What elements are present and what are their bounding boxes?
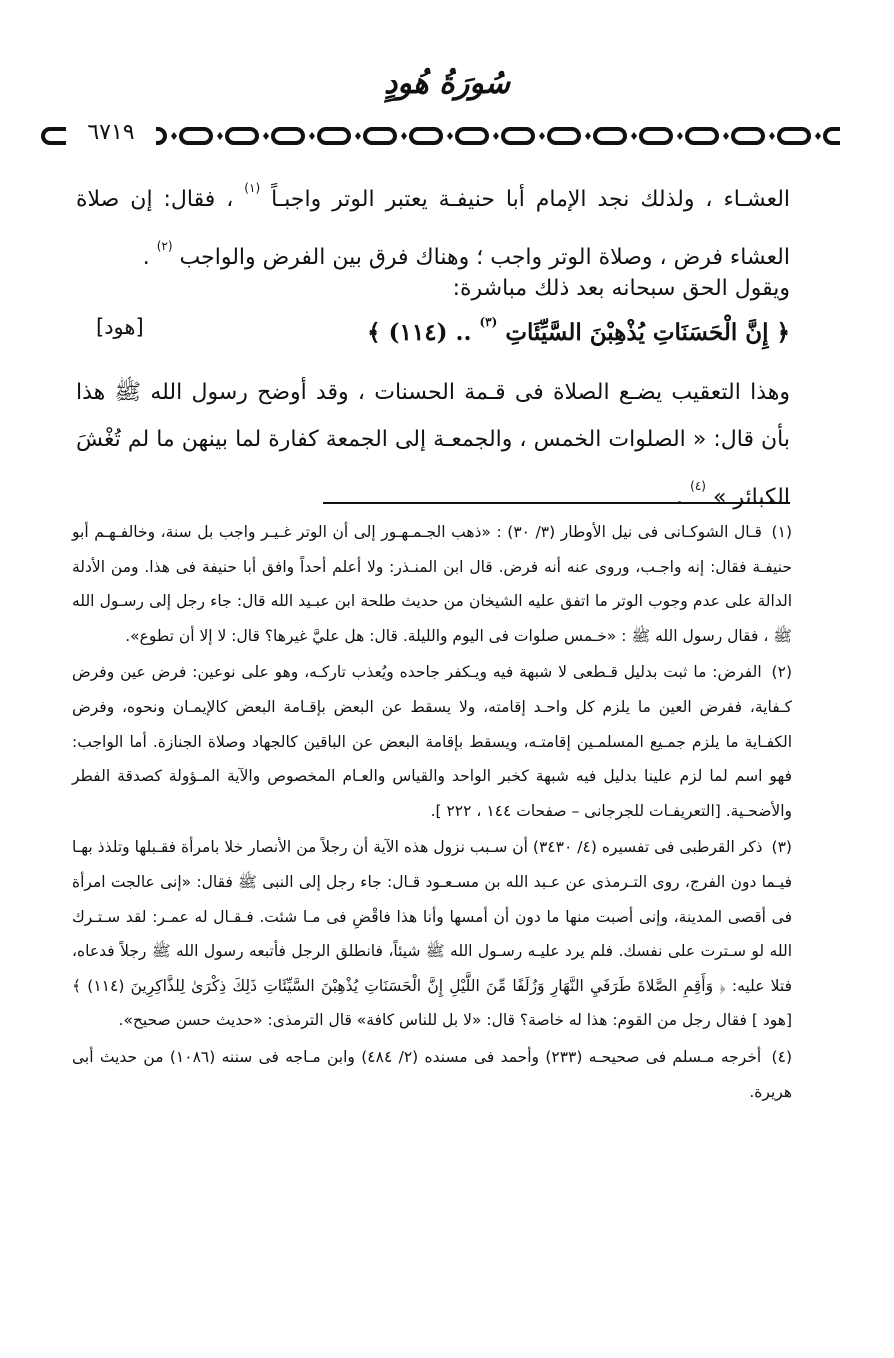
- footnote-text: ذكر القرطبى فى تفسيره (٤/ ٣٤٣٠) أن سـبب نزول هذه الآية أن رجلاً من الأنصار خلا بامرأة فقـبلها وتلذذ بهـا فيـما دون الفرج، روى التـرمذى عن عـبد الله بن مسـعـود قـال: جاء رجل إلى النبى ﷺ فقال: «إنى عالجت امرأة فى أقصى المدينة، وإنى أصبت منها ما دون أن أمسها وأنا هذا فاقْضِ فى مـا شئت. فـقـال له عمـر: لقد سـتـرك الله لو سـترت على نفسك. فلم يرد عليـه رسـول الله ﷺ شيئاً، فانطلق الرجل فأتبعه رسول الله ﷺ رجلاً فدعاه، فتلا عليه: ﴿ وَأَقِمِ الصَّلاةَ طَرَفَيِ النَّهَارِ وَزُلَفًا مِّنَ اللَّيْلِ إِنَّ الْحَسَنَاتِ يُذْهِبْنَ السَّيِّئَاتِ ذَلِكَ ذِكْرَىٰ لِلذَّاكِرِينَ (١١٤) ﴾ [هود ] فقال رجل من القوم: هذا له خاصة؟ قال: «لا بل للناس كافة» قال الترمذى: «حديث حسن صحيح».: [72, 838, 792, 1030]
- page-number: ٦٧١٩: [66, 120, 156, 145]
- footnote-2: [72, 655, 792, 828]
- footnote-number: (٣): [771, 838, 792, 857]
- paragraph-3-end: .: [676, 485, 684, 510]
- footnote-text: الفرض: ما ثبت بدليل قـطعى لا شبهة فيه ويـكفر جاحده ويُعذب تاركـه، وهو على نوعين: فرض عين وفرض كـفاية، ففرض العين ما يلزم كل واحـد إقامته، ولا يسقط عن البعض بإقـامة البعض كالإيمـان ونحوه، وفرض الكفـاية ما يلزم جمـيع المسلمـين إقامتـه، ويسقط بإقامة البعض عن الباقين كالجهاد وصلاة الجنازة. أما الواجب: فهو اسم لما لزم علينا بدليل فيه شبهة كخبر الواحد والقياس والعـام المخصوص والآية المـؤولة كصدقة الفطر والأضحـية. [التعريفـات للجرجانى – صفحات ١٤٤ ، ٢٢٢ ].: [72, 663, 792, 820]
- footnote-text: أخرجه مـسلم فى صحيحـه (٢٣٣) وأحمد فى مسنده (٢/ ٤٨٤) وابن مـاجه فى سننه (١٠٨٦) من حديث أبى هريرة.: [72, 1047, 792, 1101]
- footnote-4: [72, 1040, 792, 1109]
- paragraph-3: [76, 369, 790, 521]
- quran-verse-line: [76, 315, 790, 359]
- verse-text: ﴿ إِنَّ الْحَسَنَاتِ يُذْهِبْنَ السَّيِّئَاتِ: [505, 319, 790, 346]
- footnote-text: قـال الشوكـانى فى نيل الأوطار (٣/ ٣٠) : «ذهب الجـمـهـور إلى أن الوتر غـيـر واجب بل سنة، وخالفـهـم أبو حنيفـة فقال: إنه واجـب، وروى عنه أنه فرض. قال ابن المنـذر: ولا أعلم أحداً وافق أبا حنيفة فى هذا. ومن الأدلة الدالة على عدم وجوب الوتر ما اتفق عليه الشيخان من حديث طلحة ابن عبـيد الله قال: جاء رجل إلى رسـول الله ﷺ ، فقال رسول الله ﷺ : «خـمس صلوات فى اليوم والليلة. قال: هل عليَّ غيرها؟ قال: لا إلا أن تطوع».: [72, 523, 792, 645]
- footnote-ref-1: (١): [244, 181, 261, 195]
- footnote-ref-4: (٤): [690, 479, 706, 493]
- surah-title: سُورَةُ هُودٍ: [384, 66, 510, 101]
- footnote-number: (١): [771, 523, 792, 541]
- footnotes: [72, 515, 792, 1111]
- footnote-number: (٤): [771, 1047, 792, 1066]
- verse-end: .. (١١٤) ﴾: [367, 319, 472, 346]
- footnote-divider: [323, 502, 790, 504]
- footnote-3: [72, 830, 792, 1038]
- footnote-ref-2: (٢): [156, 239, 173, 253]
- paragraph-2: ويقول الحق سبحانه بعد ذلك مباشرة:: [452, 276, 790, 301]
- paragraph-1-text-a: العشـاء ، ولذلك نجد الإمام أبا حنيفـة يعتبر الوتر واجبـاً: [271, 187, 791, 212]
- footnote-ref-3: (٣): [479, 315, 498, 329]
- paragraph-1-end: .: [142, 245, 150, 270]
- paragraph-1: [76, 165, 790, 281]
- header-ornament: [40, 125, 840, 147]
- footnote-1: [72, 515, 792, 653]
- footnote-number: (٢): [771, 663, 792, 682]
- verse-surah-reference: [هود]: [96, 315, 144, 339]
- paragraph-1-text-b: ، فقال: إن صلاة العشاء فرض ، وصلاة الوتر واجب ؛ وهناك فرق بين الفرض والواجب: [76, 187, 790, 270]
- quran-verse: [367, 315, 790, 346]
- paragraph-3-text: وهذا التعقيب يضـع الصلاة فى قـمة الحسنات ، وقد أوضح رسول الله ﷺ هذا بأن قال: « الصلوات الخمس ، والجمعـة إلى الجمعة كفارة لما بينهن ما لم تُغْشَ الكبائر »: [76, 380, 790, 510]
